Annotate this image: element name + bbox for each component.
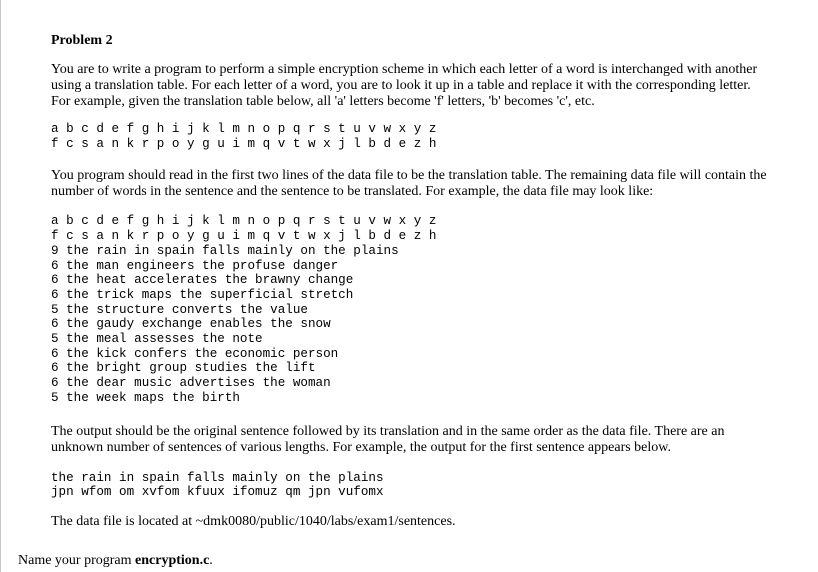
page-left-border [0, 0, 1, 572]
problem-content [51, 32, 771, 530]
data-file-line: 5 the structure converts the value [51, 302, 308, 317]
output-instructions-paragraph: The output should be the original sentence followed by its translation and in the same order as the data file. There are an unknown number of sentences of various lengths. For example, the output for the first sentence appears below. [51, 423, 725, 455]
intro-paragraph: You are to write a program to perform a simple encryption scheme in which each letter of a word is interchanged with another using a translation table. For each letter of a word, you are to look it up in a table and replace it with the corresponding letter. For example, given the translation table below, all 'a' letters become 'f' letters, 'b' becomes 'c', etc. [51, 62, 758, 109]
output-translated-line: jpn wfom om xvfom kfuux ifomuz qm jpn vufomx [51, 485, 384, 500]
program-name-line [18, 553, 213, 569]
read-instructions-paragraph: You program should read in the first two lines of the data file to be the translation table. The remaining data file will contain the number of words in the sentence and the sentence to be translated. For example, the data file may look like: [51, 168, 767, 200]
data-file-line: 6 the heat accelerates the brawny change [51, 273, 354, 288]
data-file-line: 6 the gaudy exchange enables the snow [51, 317, 331, 332]
data-file-line: 5 the meal assesses the note [51, 332, 263, 347]
data-file-line: f c s a n k r p o y g u i m q v t w x j l b d e z h [51, 229, 437, 244]
data-file-line: 6 the kick confers the economic person [51, 346, 339, 361]
data-file-line: 9 the rain in spain falls mainly on the plains [51, 243, 399, 258]
data-file-example [51, 214, 771, 405]
data-file-line: 6 the man engineers the profuse danger [51, 258, 339, 273]
program-name-prefix: Name your program [18, 553, 136, 568]
data-file-line: 6 the dear music advertises the woman [51, 376, 331, 391]
data-location-paragraph: The data file is located at ~dmk0080/public/1040/labs/exam1/sentences. [51, 513, 456, 529]
data-file-line: 6 the bright group studies the lift [51, 361, 316, 376]
data-file-line: 5 the week maps the birth [51, 390, 240, 405]
data-file-line: a b c d e f g h i j k l m n o p q r s t u v w x y z [51, 214, 437, 229]
problem-title: Problem 2 [51, 33, 113, 48]
translation-table-plain-row: a b c d e f g h i j k l m n o p q r s t u v w x y z [51, 122, 437, 136]
program-file-name: encryption.c [135, 553, 210, 568]
data-file-line: 6 the trick maps the superficial stretch [51, 287, 354, 302]
output-original-line: the rain in spain falls mainly on the plains [51, 470, 384, 485]
output-example [51, 471, 771, 500]
translation-table [51, 122, 771, 151]
program-name-suffix: . [209, 553, 213, 568]
translation-table-cipher-row: f c s a n k r p o y g u i m q v t w x j l b d e z h [51, 136, 437, 151]
